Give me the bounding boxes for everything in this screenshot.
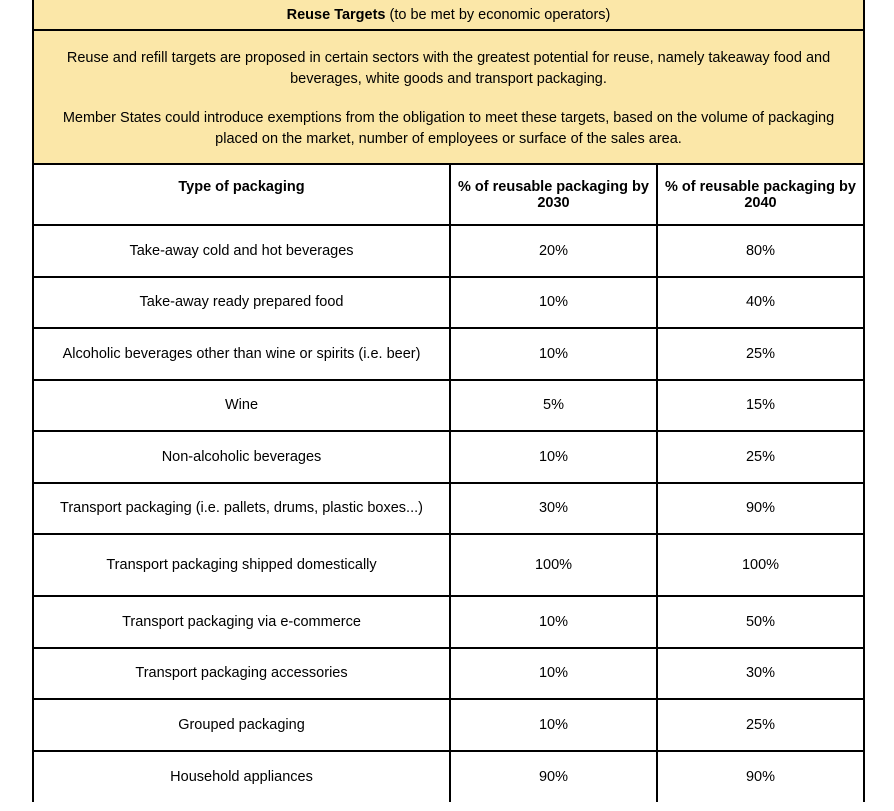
reuse-targets-document: [32, 0, 865, 802]
packaging-type-cell: Transport packaging (i.e. pallets, drums, plastic boxes...): [34, 483, 450, 535]
column-header-2030: % of reusable packaging by 2030: [450, 165, 657, 225]
target-2030-cell: 10%: [450, 431, 657, 483]
target-2040-cell: 30%: [657, 648, 863, 700]
packaging-type-cell: Transport packaging shipped domestically: [34, 534, 450, 596]
target-2040-cell: 15%: [657, 380, 863, 432]
table-header-row: [34, 165, 863, 225]
intro-box: [34, 31, 863, 165]
target-2040-cell: 25%: [657, 699, 863, 751]
packaging-type-cell: Wine: [34, 380, 450, 432]
target-2030-cell: 10%: [450, 277, 657, 329]
target-2030-cell: 10%: [450, 699, 657, 751]
table-row: [34, 648, 863, 700]
target-2040-cell: 50%: [657, 596, 863, 648]
table-row: [34, 380, 863, 432]
table-row: [34, 534, 863, 596]
table-row: [34, 483, 863, 535]
target-2030-cell: 90%: [450, 751, 657, 803]
header-title-note: (to be met by economic operators): [385, 6, 611, 23]
reuse-targets-table: [34, 165, 863, 802]
target-2040-cell: 80%: [657, 225, 863, 277]
packaging-type-cell: Transport packaging via e-commerce: [34, 596, 450, 648]
target-2040-cell: 25%: [657, 431, 863, 483]
target-2040-cell: 25%: [657, 328, 863, 380]
target-2040-cell: 90%: [657, 751, 863, 803]
packaging-type-cell: Grouped packaging: [34, 699, 450, 751]
intro-paragraph-2: Member States could introduce exemptions from the obligation to meet these targets, based on the volume of packaging placed on the market, number of employees or surface of the sales area.: [62, 110, 835, 147]
table-row: [34, 277, 863, 329]
packaging-type-cell: Take-away cold and hot beverages: [34, 225, 450, 277]
table-row: [34, 596, 863, 648]
target-2040-cell: 90%: [657, 483, 863, 535]
target-2030-cell: 20%: [450, 225, 657, 277]
target-2030-cell: 30%: [450, 483, 657, 535]
target-2030-cell: 10%: [450, 648, 657, 700]
intro-paragraph-1: Reuse and refill targets are proposed in certain sectors with the greatest potential for reuse, namely takeaway food and beverages, white goods and transport packaging.: [66, 50, 831, 87]
table-row: [34, 699, 863, 751]
packaging-type-cell: Non-alcoholic beverages: [34, 431, 450, 483]
target-2040-cell: 40%: [657, 277, 863, 329]
target-2030-cell: 10%: [450, 328, 657, 380]
table-row: [34, 751, 863, 803]
packaging-type-cell: Alcoholic beverages other than wine or spirits (i.e. beer): [34, 328, 450, 380]
section-header: [34, 0, 863, 31]
target-2040-cell: 100%: [657, 534, 863, 596]
table-row: [34, 328, 863, 380]
packaging-type-cell: Take-away ready prepared food: [34, 277, 450, 329]
target-2030-cell: 10%: [450, 596, 657, 648]
table-row: [34, 431, 863, 483]
column-header-2040: % of reusable packaging by 2040: [657, 165, 863, 225]
header-title-bold: Reuse Targets: [286, 6, 386, 23]
target-2030-cell: 5%: [450, 380, 657, 432]
column-header-type: Type of packaging: [34, 165, 450, 225]
packaging-type-cell: Household appliances: [170, 768, 313, 785]
target-2030-cell: 100%: [450, 534, 657, 596]
packaging-type-cell: Transport packaging accessories: [34, 648, 450, 700]
table-row: [34, 225, 863, 277]
